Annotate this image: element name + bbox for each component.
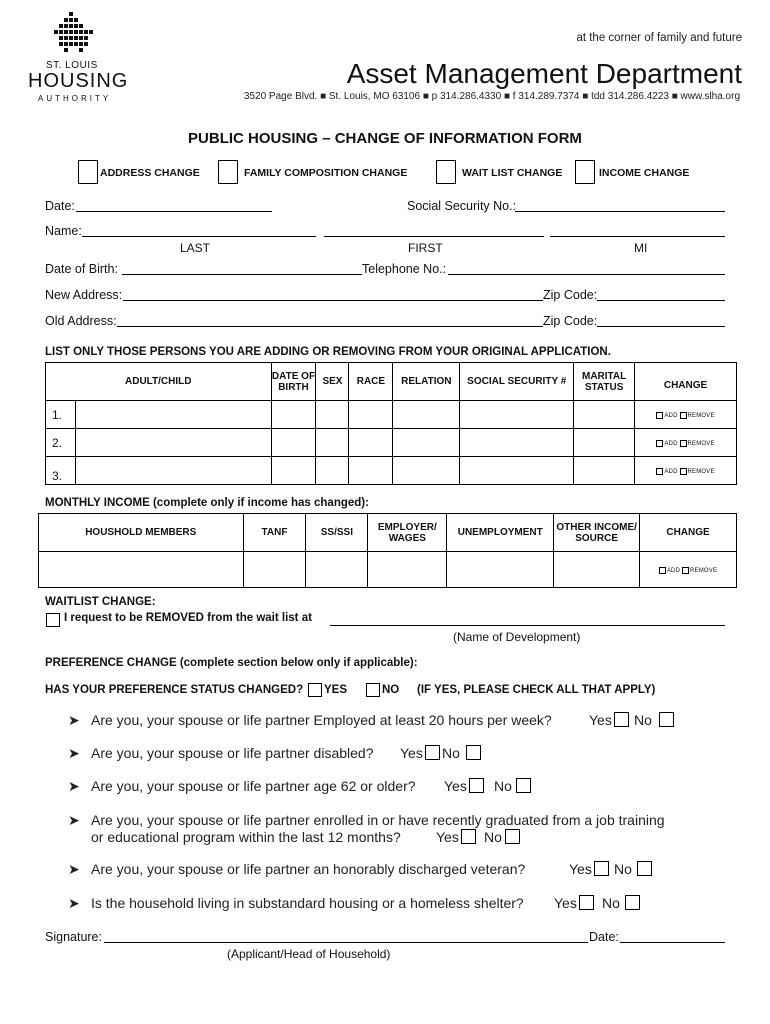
yes-label: Yes [436, 829, 459, 845]
bullet-arrow-icon: ➤ [68, 895, 80, 911]
bullet-arrow-icon: ➤ [68, 778, 80, 794]
preference-no-label: NO [382, 684, 400, 696]
veteran-yes-checkbox[interactable] [594, 861, 609, 876]
question-disabled: Are you, your spouse or life partner disabled? [91, 745, 374, 761]
form-title: PUBLIC HOUSING – CHANGE OF INFORMATION FORM [188, 130, 582, 147]
change-cell [635, 401, 737, 429]
remove-checkbox[interactable] [680, 468, 687, 475]
change-cell [635, 457, 737, 485]
development-name-field[interactable] [330, 625, 725, 626]
cell-input[interactable] [393, 401, 460, 429]
cell-input[interactable] [447, 552, 554, 588]
ssn-field[interactable] [515, 211, 725, 212]
family-composition-label: FAMILY COMPOSITION CHANGE [244, 167, 408, 179]
cell-input[interactable] [460, 429, 574, 457]
housing-yes-checkbox[interactable] [579, 895, 594, 910]
col-change: CHANGE [635, 363, 737, 401]
bullet-arrow-icon: ➤ [68, 861, 80, 877]
old-address-field[interactable] [117, 326, 543, 327]
persons-heading: LIST ONLY THOSE PERSONS YOU ARE ADDING OR REMOVING FROM YOUR ORIGINAL APPLICATION. [45, 346, 611, 358]
yes-label: Yes [569, 861, 592, 877]
income-heading: MONTHLY INCOME (complete only if income has changed): [45, 497, 369, 509]
job-training-yes-checkbox[interactable] [461, 829, 476, 844]
question-job-training-line1: Are you, your spouse or life partner enrolled in or have recently graduated from a job training [91, 812, 665, 828]
preference-heading: PREFERENCE CHANGE (complete section below only if applicable): [45, 657, 418, 669]
preference-yes-label: YES [324, 684, 348, 696]
change-cell [635, 429, 737, 457]
cell-input[interactable] [75, 429, 271, 457]
housing-no-checkbox[interactable] [625, 895, 640, 910]
cell-input[interactable] [460, 457, 574, 485]
signature-date-label: Date: [589, 930, 619, 944]
table-row [46, 457, 737, 485]
preference-status-question: HAS YOUR PREFERENCE STATUS CHANGED? [45, 684, 304, 696]
ssn-label: Social Security No.: [407, 199, 517, 213]
family-composition-checkbox[interactable] [218, 160, 238, 184]
question-substandard-housing: Is the household living in substandard housing or a homeless shelter? [91, 895, 524, 911]
preference-yes-checkbox[interactable] [308, 683, 322, 697]
col-marital: MARITAL STATUS [574, 363, 635, 401]
col-employer-wages: EMPLOYER/ WAGES [368, 514, 447, 552]
no-label: No [634, 712, 652, 728]
cell-input[interactable] [460, 401, 574, 429]
remove-checkbox[interactable] [682, 567, 689, 574]
income-table [38, 513, 737, 588]
col-tanf: TANF [243, 514, 306, 552]
yes-label: Yes [554, 895, 577, 911]
cell-input[interactable] [316, 401, 349, 429]
col-unemployment: UNEMPLOYMENT [447, 514, 554, 552]
col-sex: SEX [316, 363, 349, 401]
wait-list-change-label: WAIT LIST CHANGE [462, 167, 563, 179]
cell-input[interactable] [349, 401, 393, 429]
change-cell [640, 552, 737, 588]
cell-input[interactable] [306, 552, 368, 588]
remove-checkbox[interactable] [680, 440, 687, 447]
remove-checkbox[interactable] [680, 412, 687, 419]
dob-label: Date of Birth: [45, 262, 118, 276]
no-label: No [442, 745, 460, 761]
bullet-arrow-icon: ➤ [68, 745, 80, 761]
new-zip-field[interactable] [597, 300, 725, 301]
col-relation: RELATION [393, 363, 460, 401]
add-label: ADD [664, 413, 678, 419]
table-row [46, 401, 737, 429]
add-checkbox[interactable] [656, 412, 663, 419]
new-address-field[interactable] [123, 300, 543, 301]
address-change-checkbox[interactable] [78, 160, 98, 184]
first-name-field[interactable] [324, 236, 544, 237]
wait-list-change-checkbox[interactable] [436, 160, 456, 184]
income-change-checkbox[interactable] [575, 160, 595, 184]
add-checkbox[interactable] [656, 440, 663, 447]
cell-input[interactable] [574, 401, 635, 429]
cell-input[interactable] [75, 401, 271, 429]
remove-label: REMOVE [687, 469, 715, 475]
col-dob: DATE OF BIRTH [271, 363, 316, 401]
question-employed: Are you, your spouse or life partner Employed at least 20 hours per week? [91, 712, 552, 728]
development-caption: (Name of Development) [453, 630, 581, 644]
first-name-caption: FIRST [408, 241, 443, 255]
waitlist-heading: WAITLIST CHANGE: [45, 596, 156, 608]
add-checkbox[interactable] [659, 567, 666, 574]
new-zip-label: Zip Code: [543, 288, 598, 302]
cell-input[interactable] [574, 457, 635, 485]
new-address-label: New Address: [45, 288, 123, 302]
row-number: 3. [46, 457, 76, 485]
org-name-line3: AUTHORITY [38, 94, 112, 103]
add-label: ADD [666, 568, 681, 574]
phone-label: Telephone No.: [362, 262, 447, 276]
org-name-line1: ST. LOUIS [46, 60, 98, 71]
department-title: Asset Management Department [346, 58, 742, 89]
cell-input[interactable] [271, 429, 316, 457]
signature-caption: (Applicant/Head of Household) [227, 947, 391, 961]
col-adult-child: ADULT/CHILD [46, 363, 272, 401]
phone-field[interactable] [448, 274, 725, 275]
slha-logo-icon [52, 12, 96, 58]
employed-no-checkbox[interactable] [659, 712, 674, 727]
mi-field[interactable] [550, 236, 725, 237]
col-income-change: CHANGE [640, 514, 737, 552]
preference-instruction: (IF YES, PLEASE CHECK ALL THAT APPLY) [417, 684, 656, 696]
veteran-no-checkbox[interactable] [637, 861, 652, 876]
date-field[interactable] [76, 211, 272, 212]
cell-input[interactable] [393, 457, 460, 485]
employed-yes-checkbox[interactable] [614, 712, 629, 727]
no-label: No [602, 895, 620, 911]
question-veteran: Are you, your spouse or life partner an honorably discharged veteran? [91, 861, 526, 877]
yes-label: Yes [444, 778, 467, 794]
row-number: 1. [46, 401, 76, 429]
col-ssn: SOCIAL SECURITY # [460, 363, 574, 401]
date-label: Date: [45, 199, 75, 213]
no-label: No [494, 778, 512, 794]
no-label: No [614, 861, 632, 877]
no-label: No [484, 829, 502, 845]
add-checkbox[interactable] [656, 468, 663, 475]
preference-no-checkbox[interactable] [366, 683, 380, 697]
signature-date-field[interactable] [620, 942, 725, 943]
cell-input[interactable] [75, 457, 271, 485]
add-label: ADD [664, 441, 678, 447]
dob-field[interactable] [122, 274, 362, 275]
col-household-members: HOUSHOLD MEMBERS [39, 514, 244, 552]
old-address-label: Old Address: [45, 314, 117, 328]
col-other-income: OTHER INCOME/ SOURCE [554, 514, 640, 552]
persons-table [45, 362, 737, 485]
question-age: Are you, your spouse or life partner age 62 or older? [91, 778, 416, 794]
cell-input[interactable] [316, 429, 349, 457]
tagline: at the corner of family and future [576, 32, 742, 44]
age-no-checkbox[interactable] [516, 778, 531, 793]
yes-label: Yes [400, 745, 423, 761]
yes-label: Yes [589, 712, 612, 728]
contact-address: 3520 Page Blvd. ■ St. Louis, MO 63106 ■ p 314.286.4330 ■ f 314.289.7374 ■ tdd 314.286.4223 ■ www.slha.org [243, 91, 740, 102]
disabled-yes-checkbox[interactable] [425, 745, 440, 760]
cell-input[interactable] [271, 457, 316, 485]
disabled-no-checkbox[interactable] [466, 745, 481, 760]
address-change-label: ADDRESS CHANGE [100, 167, 200, 179]
mi-caption: MI [634, 241, 648, 255]
signature-label: Signature: [45, 930, 102, 944]
cell-input[interactable] [554, 552, 640, 588]
old-zip-label: Zip Code: [543, 314, 598, 328]
col-race: RACE [349, 363, 393, 401]
row-number: 2. [46, 429, 76, 457]
bullet-arrow-icon: ➤ [68, 712, 80, 728]
remove-label: REMOVE [690, 568, 718, 574]
col-ss-ssi: SS/SSI [306, 514, 368, 552]
change-type-row [78, 160, 758, 186]
name-label: Name: [45, 224, 82, 238]
cell-input[interactable] [393, 429, 460, 457]
last-name-field[interactable] [82, 236, 316, 237]
cell-input[interactable] [368, 552, 447, 588]
cell-input[interactable] [349, 429, 393, 457]
bullet-arrow-icon: ➤ [68, 812, 80, 828]
remove-label: REMOVE [687, 441, 715, 447]
question-job-training-line2: or educational program within the last 12 months? [91, 829, 401, 845]
age-yes-checkbox[interactable] [469, 778, 484, 793]
cell-input[interactable] [39, 552, 244, 588]
remove-label: REMOVE [687, 413, 715, 419]
waitlist-remove-checkbox[interactable] [46, 613, 60, 627]
income-change-label: INCOME CHANGE [599, 167, 690, 179]
org-name-line2: HOUSING [28, 70, 129, 92]
cell-input[interactable] [349, 457, 393, 485]
old-zip-field[interactable] [597, 326, 725, 327]
table-row [46, 429, 737, 457]
signature-field[interactable] [104, 942, 588, 943]
cell-input[interactable] [243, 552, 306, 588]
job-training-no-checkbox[interactable] [505, 829, 520, 844]
cell-input[interactable] [316, 457, 349, 485]
cell-input[interactable] [271, 401, 316, 429]
cell-input[interactable] [574, 429, 635, 457]
add-label: ADD [664, 469, 678, 475]
last-name-caption: LAST [180, 241, 211, 255]
waitlist-request-text: I request to be REMOVED from the wait list at [64, 612, 312, 624]
table-row [39, 552, 737, 588]
